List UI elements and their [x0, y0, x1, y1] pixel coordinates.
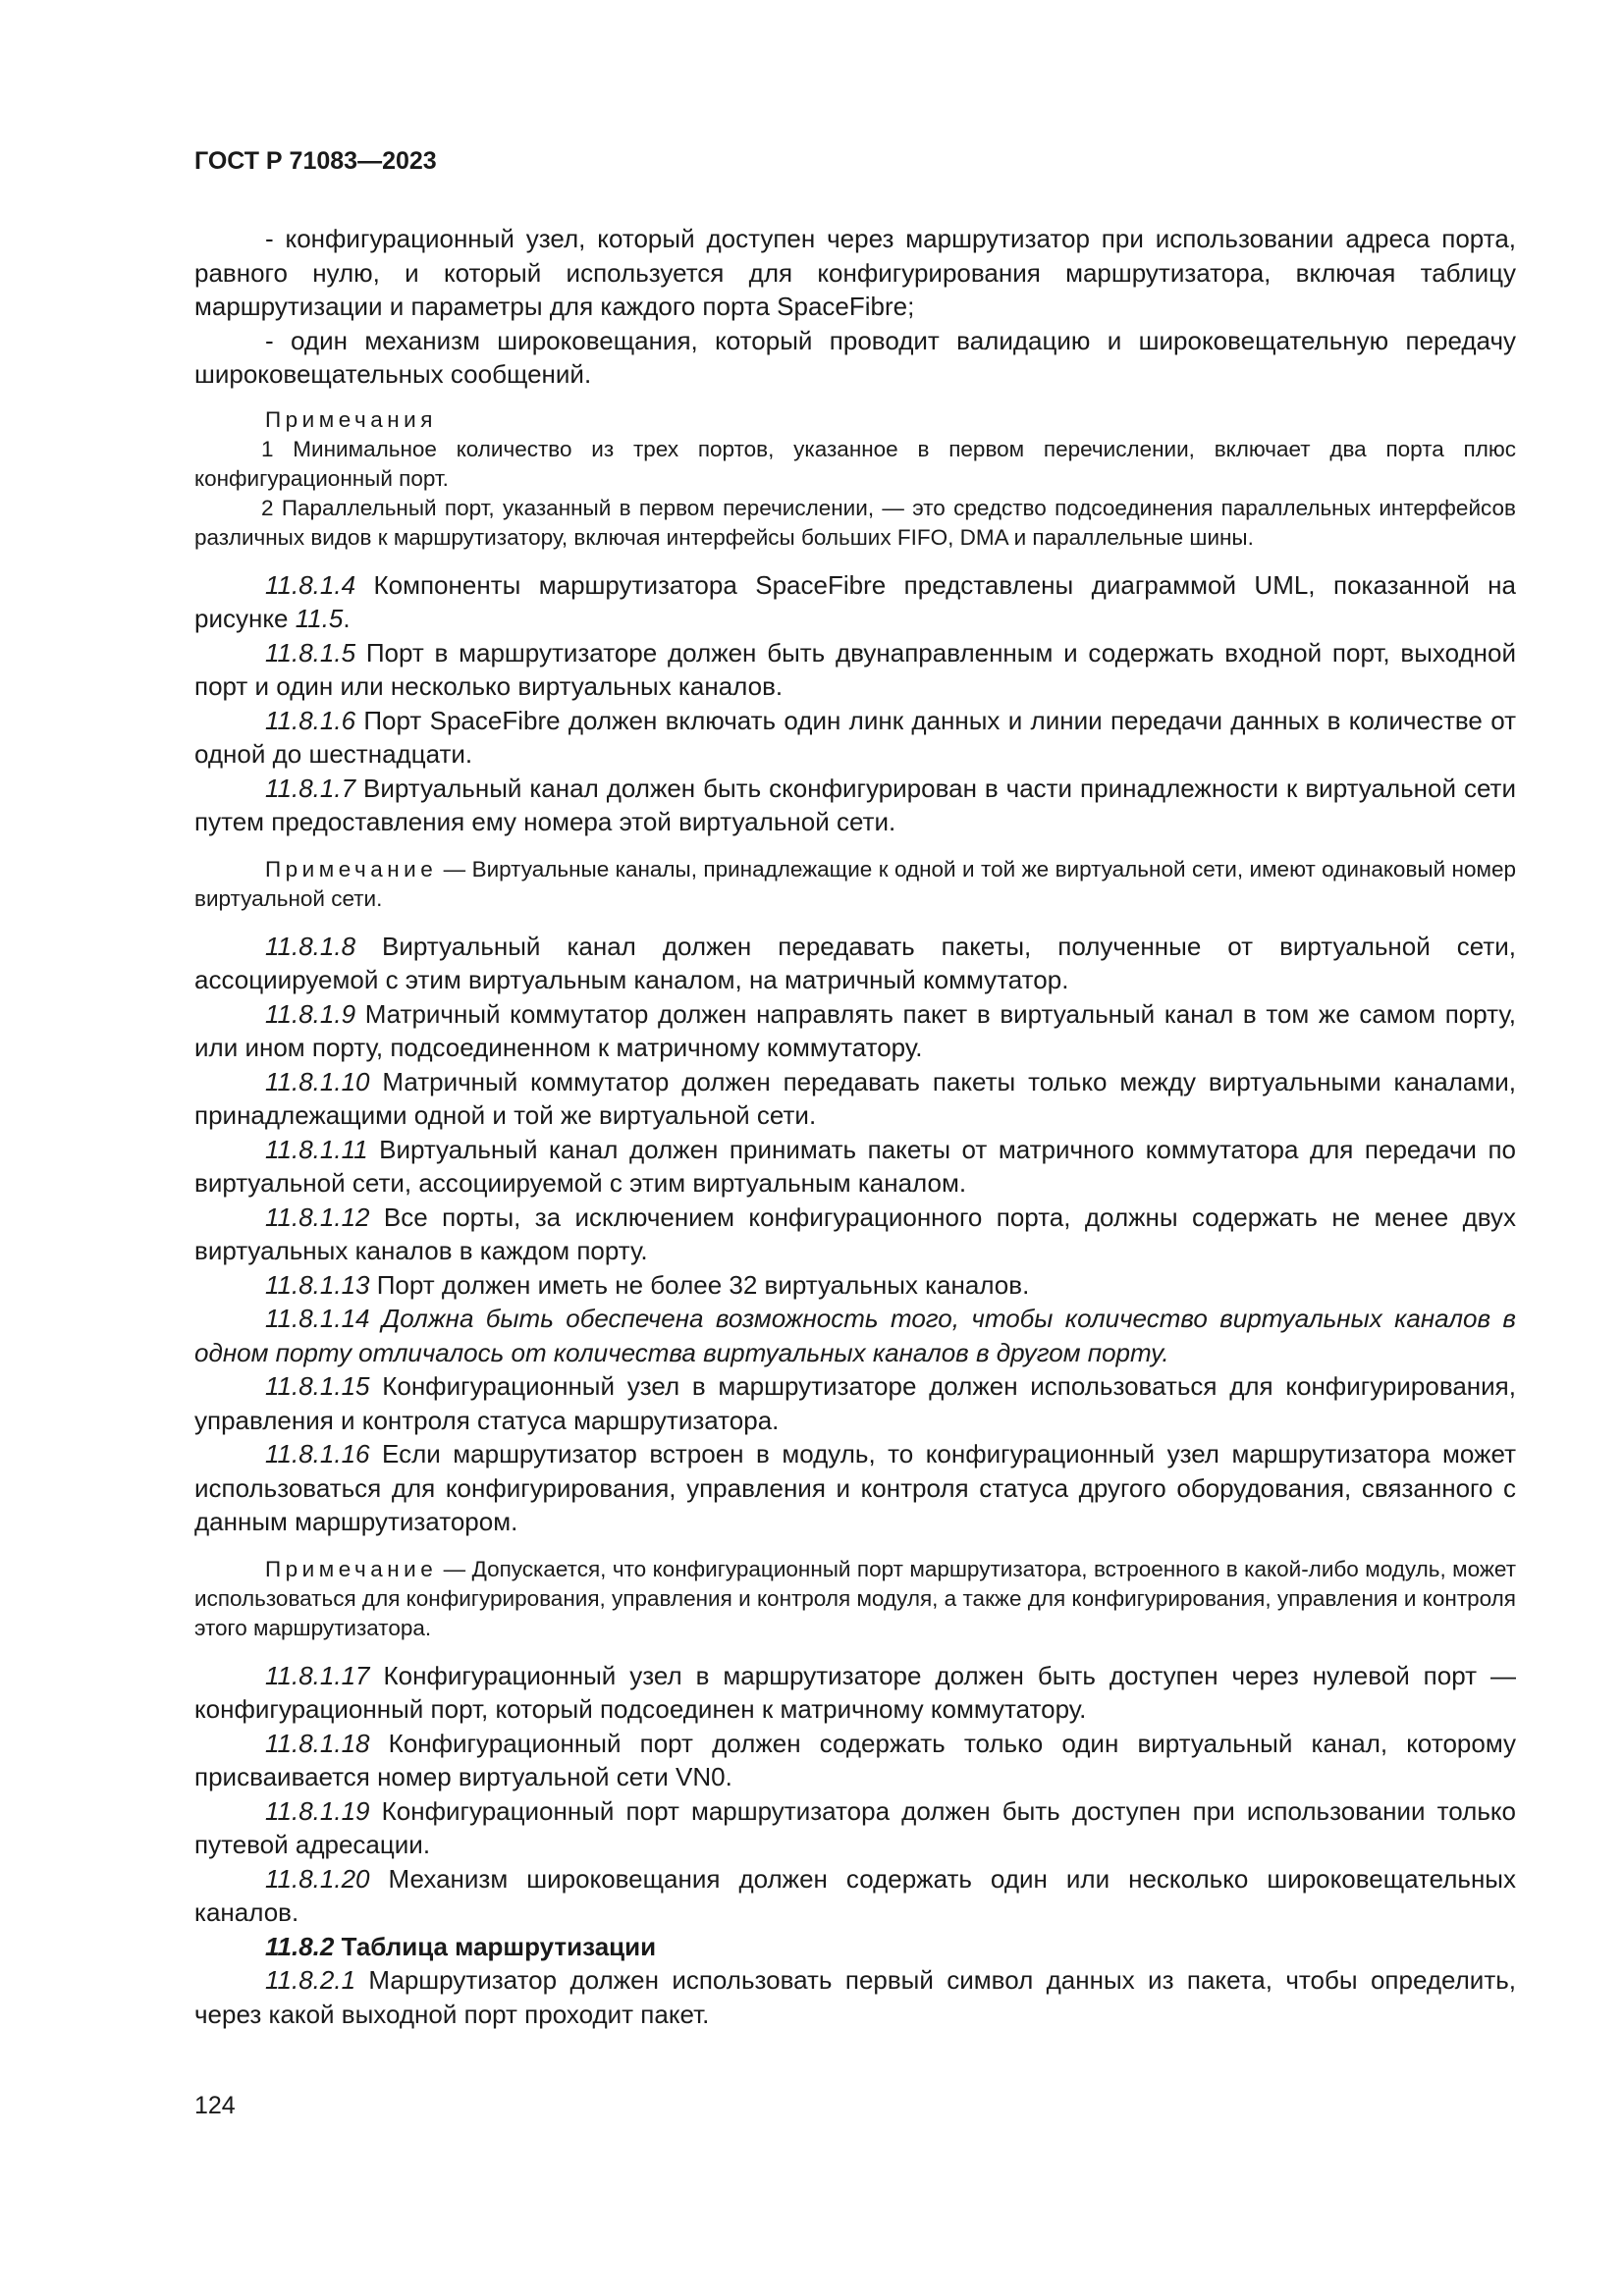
inline-note: Примечание — Допускается, что конфигурационный порт маршрутизатора, встроенного в какой-либо модуль, может использоваться для конфигурирования, управления и контроля модуля, а также для конфигурирования, управления и контроля этого маршрутизатора.: [194, 1556, 1516, 1640]
clause: 11.8.1.16 Если маршрутизатор встроен в модуль, то конфигурационный узел маршрутизатора может использоваться для конфигурирования, управления и контроля статуса другого оборудования, связанного с данным маршрутизатором.: [194, 1439, 1516, 1536]
clause: 11.8.1.12 Все порты, за исключением конфигурационного порта, должны содержать не менее двух виртуальных каналов в каждом порту.: [194, 1201, 1516, 1265]
clause-number: 11.8.2.1: [265, 1965, 356, 1995]
clause-number: 11.8.1.6: [265, 705, 356, 735]
clause: 11.8.1.17 Конфигурационный узел в маршрутизаторе должен быть доступен через нулевой порт — конфигурационный порт, который подсоединен к матричному коммутатору.: [194, 1660, 1516, 1724]
clause: 11.8.1.20 Механизм широковещания должен содержать один или несколько широковещательных каналов.: [194, 1863, 1516, 1927]
clause-number: 11.8.1.18: [265, 1728, 370, 1758]
inline-note: Примечание — Виртуальные каналы, принадлежащие к одной и той же виртуальной сети, имеют одинаковый номер виртуальной сети.: [194, 856, 1516, 911]
clause: 11.8.1.6 Порт SpaceFibre должен включать один линк данных и линии передачи данных в количестве от одной до шестнадцати.: [194, 705, 1516, 769]
clause-number: 11.8.1.17: [265, 1660, 370, 1690]
clause-number: 11.8.1.11: [265, 1134, 368, 1164]
document-header: ГОСТ Р 71083—2023: [194, 147, 437, 175]
clause-number: 11.8.1.19: [265, 1795, 370, 1826]
clause-number: 11.8.1.9: [265, 998, 356, 1029]
list-item: - один механизм широковещания, который проводит валидацию и широковещательную передачу широковещательных сообщений.: [194, 325, 1516, 389]
note-item: 2 Параллельный порт, указанный в первом перечислении, — это средство подсоединения параллельных интерфейсов различных видов к маршрутизатору, включая интерфейсы больших FIFO, DMA и параллельные шины.: [194, 495, 1516, 550]
note-item: 1 Минимальное количество из трех портов, указанное в первом перечислении, включает два порта плюс конфигурационный порт.: [194, 436, 1516, 491]
clause-number: 11.8.1.10: [265, 1066, 370, 1096]
clause-number: 11.8.1.16: [265, 1439, 370, 1468]
clause-number: 11.8.1.14: [265, 1304, 370, 1333]
clause: 11.8.1.13 Порт должен иметь не более 32 виртуальных каналов.: [265, 1269, 1030, 1300]
clause: 11.8.1.19 Конфигурационный порт маршрутизатора должен быть доступен при использовании только путевой адресации.: [194, 1795, 1516, 1859]
section-number: 11.8.2: [265, 1931, 335, 1961]
section-heading: 11.8.2 Таблица маршрутизации: [265, 1931, 657, 1961]
clause-number: 11.8.1.15: [265, 1371, 370, 1401]
clause: 11.8.1.11 Виртуальный канал должен принимать пакеты от матричного коммутатора для передачи по виртуальной сети, ассоциируемой с этим виртуальным каналом.: [194, 1134, 1516, 1198]
clause-number: 11.8.1.8: [265, 931, 356, 961]
list-item: - конфигурационный узел, который доступен через маршрутизатор при использовании адреса порта, равного нулю, и который используется для конфигурирования маршрутизатора, включая таблицу маршрутизации и параметры для каждого порта SpaceFibre;: [194, 224, 1516, 321]
clause-number: 11.8.1.20: [265, 1863, 370, 1894]
clause-number: 11.8.1.5: [265, 637, 356, 667]
clause: 11.8.1.9 Матричный коммутатор должен направлять пакет в виртуальный канал в том же самом порту, или ином порту, подсоединенном к матричному коммутатору.: [194, 998, 1516, 1062]
clause: 11.8.1.7 Виртуальный канал должен быть сконфигурирован в части принадлежности к виртуальной сети путем предоставления ему номера этой виртуальной сети.: [194, 773, 1516, 836]
clause-number: 11.8.1.12: [265, 1201, 370, 1232]
clause: 11.8.1.15 Конфигурационный узел в маршрутизаторе должен использоваться для конфигурирования, управления и контроля статуса маршрутизатора.: [194, 1371, 1516, 1435]
clause: 11.8.1.18 Конфигурационный порт должен содержать только один виртуальный канал, которому присваивается номер виртуальной сети VN0.: [194, 1728, 1516, 1791]
clause: 11.8.1.4 Компоненты маршрутизатора SpaceFibre представлены диаграммой UML, показанной на рисунке 11.5.: [194, 569, 1516, 633]
notes-heading: Примечания: [265, 406, 437, 432]
clause-number: 11.8.1.4: [265, 569, 356, 600]
page-number: 124: [194, 2092, 236, 2119]
page-content: [194, 222, 1516, 2031]
clause-number: 11.8.1.13: [265, 1269, 370, 1300]
clause: 11.8.1.8 Виртуальный канал должен передавать пакеты, полученные от виртуальной сети, ассоциируемой с этим виртуальным каналом, на матричный коммутатор.: [194, 931, 1516, 994]
figure-ref: 11.5: [295, 604, 344, 633]
clause: 11.8.1.10 Матричный коммутатор должен передавать пакеты только между виртуальными каналами, принадлежащими одной и той же виртуальной сети.: [194, 1066, 1516, 1130]
clause-number: 11.8.1.7: [265, 773, 356, 803]
clause: 11.8.1.5 Порт в маршрутизаторе должен быть двунаправленным и содержать входной порт, выходной порт и один или несколько виртуальных каналов.: [194, 637, 1516, 701]
clause: 11.8.2.1 Маршрутизатор должен использовать первый символ данных из пакета, чтобы определить, через какой выходной порт проходит пакет.: [194, 1965, 1516, 2029]
note-label: Примечание: [265, 1556, 438, 1581]
clause: 11.8.1.14 Должна быть обеспечена возможность того, чтобы количество виртуальных каналов в одном порту отличалось от количества виртуальных каналов в другом порту.: [194, 1304, 1516, 1367]
note-label: Примечание: [265, 856, 438, 881]
